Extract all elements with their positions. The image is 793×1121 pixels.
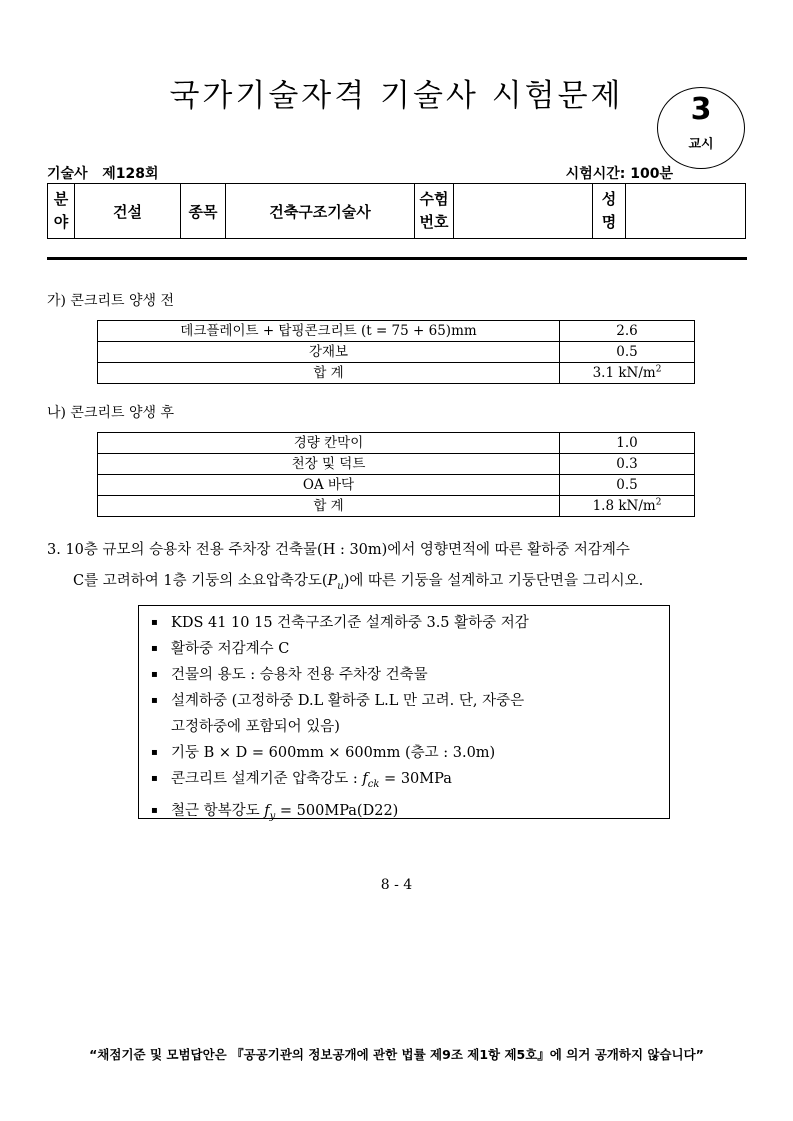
field-label-cell	[48, 184, 75, 239]
load-total-value: 1.8 $kN/m^2$	[560, 496, 695, 517]
name-field[interactable]	[626, 184, 746, 239]
field-label-bottom: 야	[53, 213, 69, 231]
load-item: 천장 및 덕트	[98, 454, 560, 475]
load-value: 0.3	[560, 454, 695, 475]
question-line-2: C를 고려하여 1층 기둥의 소요압축강도$(P_u)$에 따른 기둥을 설계하고 기둥단면을 그리시오.	[73, 573, 644, 592]
table-row	[98, 475, 695, 496]
list-item: ▪ 설계하중 (고정하중 D.L 활하중 L.L 만 고려. 단, 자중은 고정하중에 포함되어 있음)	[151, 688, 669, 740]
load-table-after-curing	[97, 432, 695, 517]
load-table-before-curing	[97, 320, 695, 384]
exam-number-label-bottom: 번호	[419, 213, 449, 231]
load-value: 2.6	[560, 321, 695, 342]
question-line-1: 3. 10층 규모의 승용차 전용 주차장 건축물(H : 30m)에서 영향면적에 따른 활하중 저감계수	[47, 542, 630, 558]
exam-number-label-cell	[415, 184, 454, 239]
list-item: ▪ 활하중 저감계수 C	[151, 636, 669, 662]
name-label-top: 성	[601, 190, 617, 208]
field-label-top: 분	[53, 190, 69, 208]
table-row	[98, 433, 695, 454]
list-item: ▪ KDS 41 10 15 건축구조기준 설계하중 3.5 활하중 저감	[151, 610, 669, 636]
list-item: ▪ 기둥 B × D = 600mm × 600mm (층고 : 3.0m)	[151, 740, 669, 766]
page-number: 8 - 4	[380, 877, 413, 893]
table-row	[98, 321, 695, 342]
section-b-heading: 나) 콘크리트 양생 후	[47, 405, 175, 421]
name-label-bottom: 명	[601, 213, 617, 231]
category-value: 건축구조기술사	[226, 184, 415, 239]
load-value: 0.5	[560, 475, 695, 496]
exam-number-label-top: 수험	[419, 190, 449, 208]
load-item: OA 바닥	[98, 475, 560, 496]
question-3	[47, 535, 752, 602]
list-item: ▪ 건물의 용도 : 승용차 전용 주차장 건축물	[151, 662, 669, 688]
load-total-label: 합 계	[98, 363, 560, 384]
list-item: ▪ 철근 항복강도 $f_y = 500MPa(D22)$	[151, 798, 669, 830]
load-item: 데크플레이트 + 탑핑콘크리트 (t = 75 + 65)mm	[98, 321, 560, 342]
session-label: 교시	[688, 137, 714, 152]
header-divider	[47, 257, 747, 260]
load-item: 강재보	[98, 342, 560, 363]
table-row	[98, 496, 695, 517]
table-row	[98, 363, 695, 384]
exam-time: 시험시간: 100분	[565, 166, 673, 182]
exam-info-table	[47, 183, 746, 239]
load-item: 경량 칸막이	[98, 433, 560, 454]
load-total-label: 합 계	[98, 496, 560, 517]
list-item: ▪ 콘크리트 설계기준 압축강도 : $f_{ck} = 30MPa$	[151, 766, 669, 798]
load-total-value: 3.1 $kN/m^2$	[560, 363, 695, 384]
exam-number-field[interactable]	[454, 184, 593, 239]
disclosure-footer: “채점기준 및 모범답안은 『공공기관의 정보공개에 관한 법률 제9조 제1항 제5호』에 의거 공개하지 않습니다”	[89, 1047, 704, 1062]
section-a-heading: 가) 콘크리트 양생 전	[47, 293, 175, 309]
table-row	[98, 342, 695, 363]
name-label-cell	[593, 184, 626, 239]
session-number: 3	[690, 92, 712, 127]
exam-title: 국가기술자격 기술사 시험문제	[169, 78, 624, 114]
load-value: 1.0	[560, 433, 695, 454]
category-label: 종목	[181, 184, 226, 239]
session-badge	[657, 87, 745, 169]
load-value: 0.5	[560, 342, 695, 363]
conditions-box	[138, 605, 670, 822]
table-row	[98, 454, 695, 475]
field-value: 건설	[75, 184, 181, 239]
exam-round: 기술사 제128회	[47, 166, 159, 182]
